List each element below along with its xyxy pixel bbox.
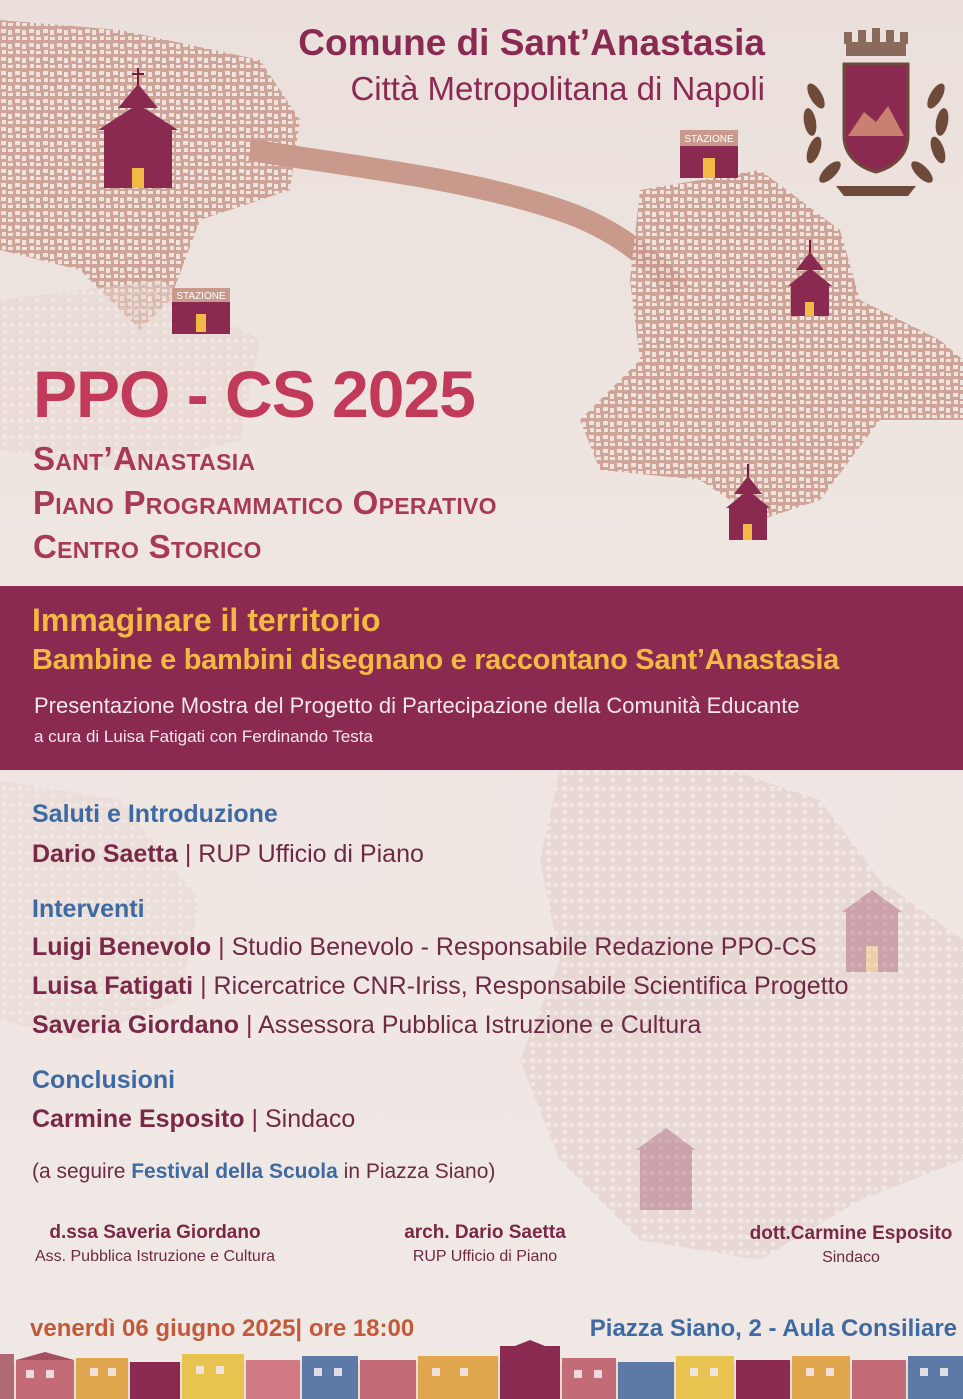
banner-subtitle: Bambine e bambini disegnano e raccontano Sant’Anastasia <box>32 644 839 676</box>
speaker-line: Dario Saetta | RUP Ufficio di Piano <box>32 840 424 868</box>
speaker-line: Saveria Giordano | Assessora Pubblica Istruzione e Cultura <box>32 1011 702 1039</box>
station-icon <box>172 288 230 334</box>
banner-title: Immaginare il territorio <box>32 602 381 638</box>
signature-block: dott.Carmine Esposito Sindaco <box>749 1223 953 1266</box>
section-talks: Interventi <box>32 895 145 923</box>
svg-text:STAZIONE: STAZIONE <box>176 291 226 302</box>
banner-description: Presentazione Mostra del Progetto di Partecipazione della Comunità Educante <box>34 693 800 718</box>
section-conclusions: Conclusioni <box>32 1066 176 1094</box>
exhibition-banner <box>0 586 963 770</box>
section-greetings: Saluti e Introduzione <box>32 800 278 828</box>
event-title: PPO - CS 2025 <box>33 357 475 431</box>
event-location: Piazza Siano, 2 - Aula Consiliare <box>589 1315 957 1342</box>
speaker-line: Carmine Esposito | Sindaco <box>32 1105 356 1133</box>
signature-block: d.ssa Saveria Giordano Ass. Pubblica Istruzione e Cultura <box>34 1222 276 1265</box>
speaker-line: Luigi Benevolo | Studio Benevolo - Responsabile Redazione PPO-CS <box>32 933 817 961</box>
signature-block: arch. Dario Saetta RUP Ufficio di Piano <box>404 1222 566 1265</box>
speaker-line: Luisa Fatigati | Ricercatrice CNR-Iriss, Responsabile Scientifica Progetto <box>32 972 849 1000</box>
coat-of-arms-icon <box>796 26 956 202</box>
follow-up-note: (a seguire Festival della Scuola in Piazza Siano) <box>32 1160 496 1183</box>
event-date: venerdì 06 giugno 2025| ore 18:00 <box>30 1315 415 1342</box>
banner-curators: a cura di Luisa Fatigati con Ferdinando Testa <box>34 727 373 746</box>
subtitle-plan: Piano Programmatico Operativo <box>33 484 497 521</box>
subtitle-town: Sant’Anastasia <box>33 440 256 477</box>
subtitle-centre: Centro Storico <box>33 528 262 565</box>
metro-city-name: Città Metropolitana di Napoli <box>350 70 765 107</box>
station-icon <box>680 130 738 178</box>
svg-text:STAZIONE: STAZIONE <box>684 134 734 145</box>
municipality-name: Comune di Sant’Anastasia <box>298 22 765 63</box>
houses-illustration <box>0 1340 963 1399</box>
